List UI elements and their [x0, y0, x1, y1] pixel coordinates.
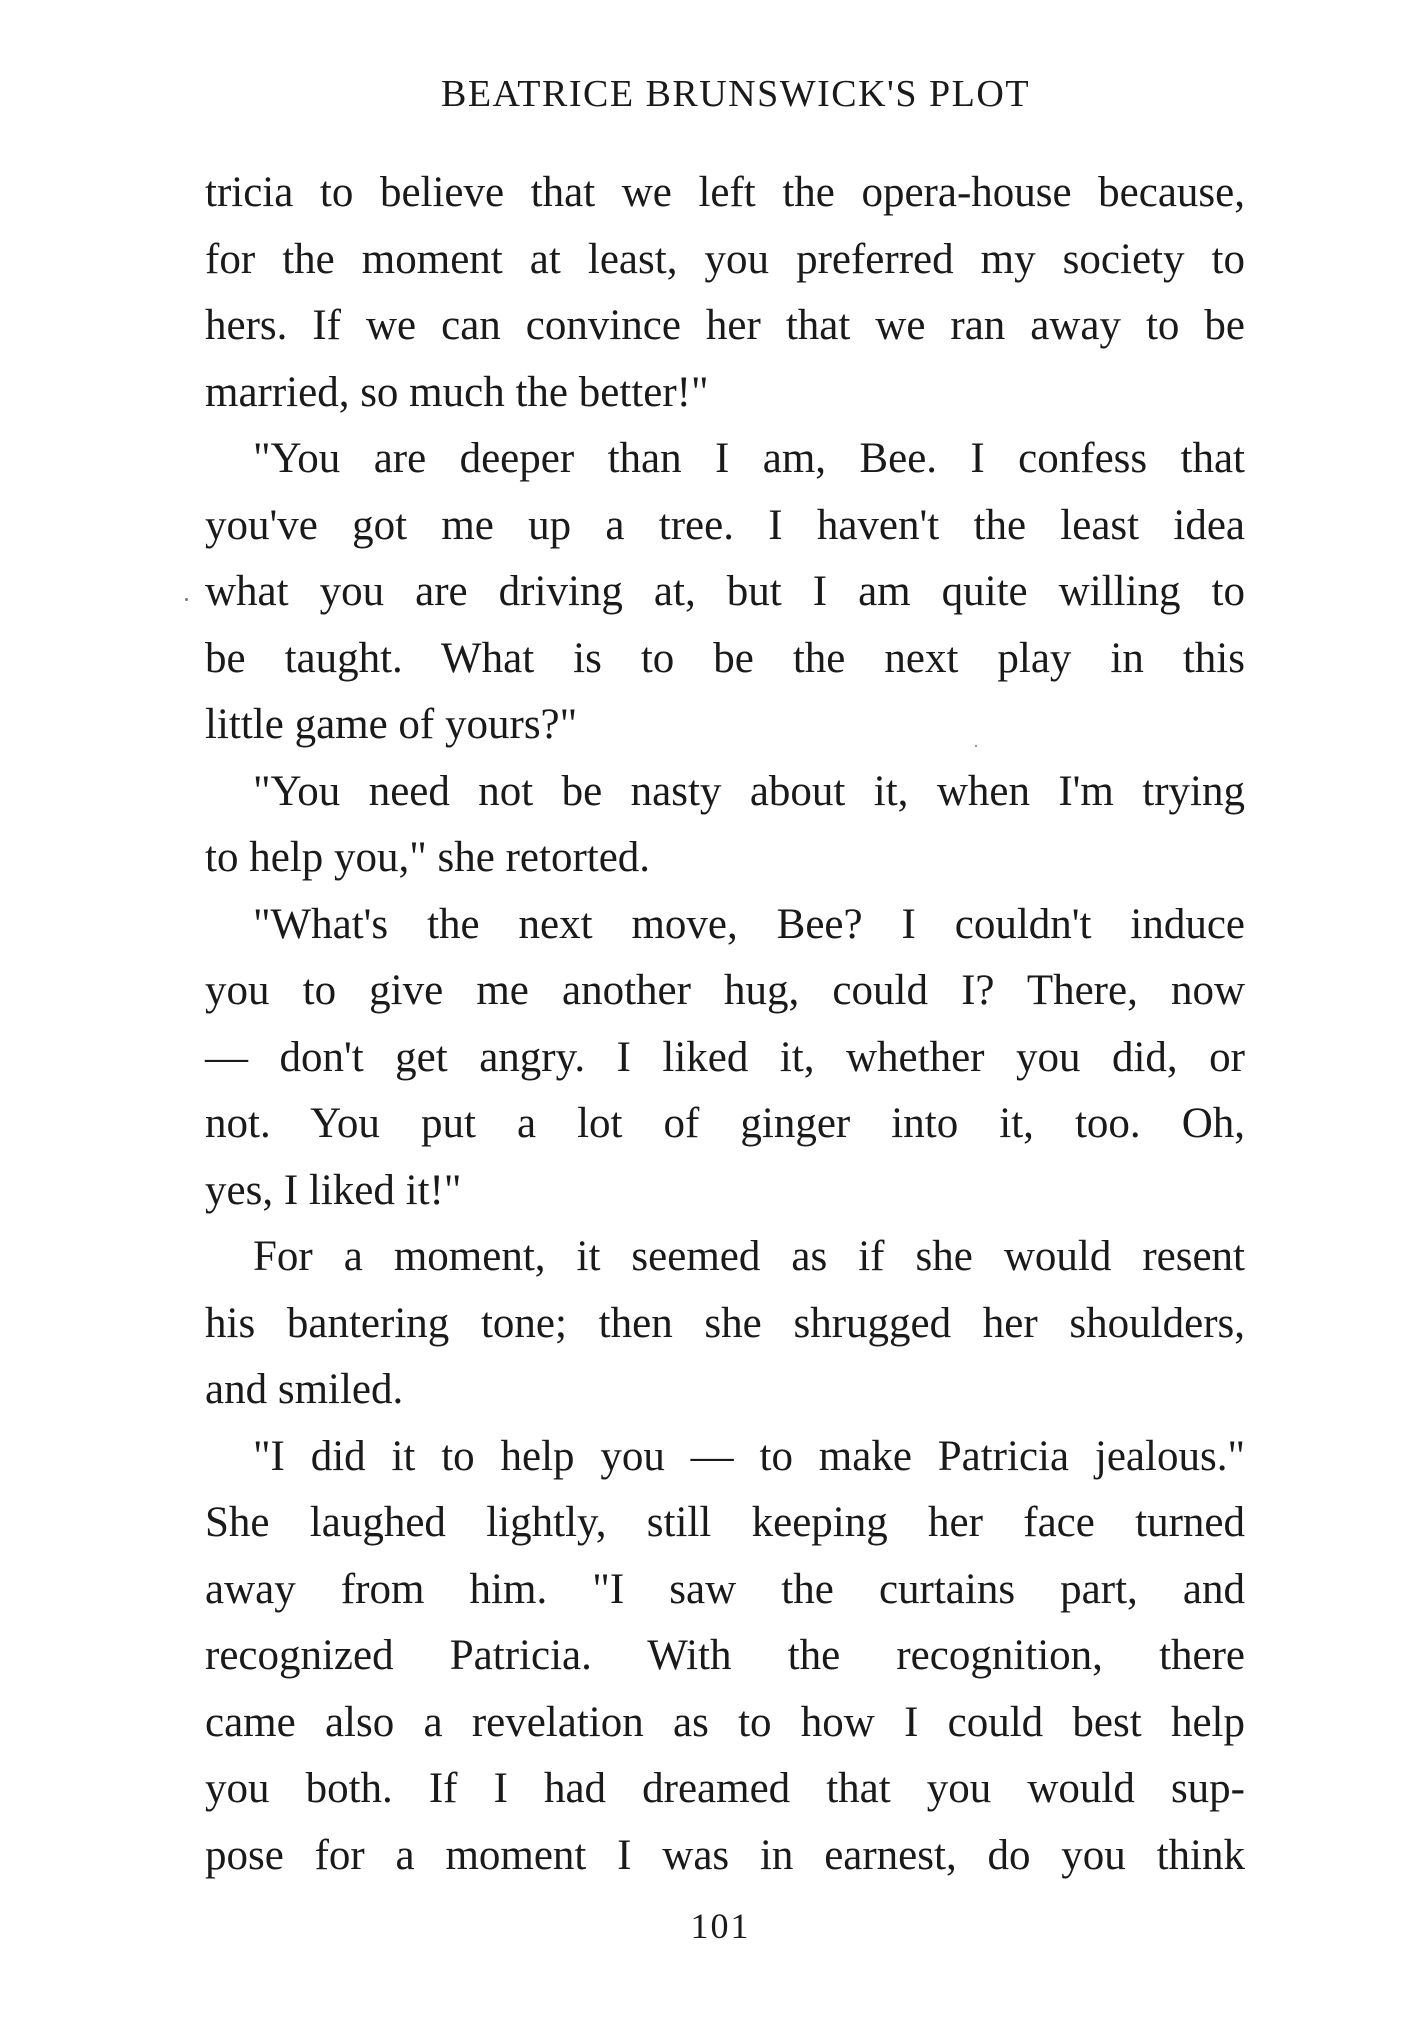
text-line: tricia to believe that we left the opera-house because,	[205, 169, 1245, 216]
text-line: — don't get angry. I liked it, whether you did, or	[205, 1033, 1245, 1081]
text-line: not. You put a lot of ginger into it, too. Oh,	[205, 1100, 1245, 1147]
text-line: married, so much the better!"	[205, 368, 709, 416]
paper-speck	[185, 598, 188, 601]
text-line: little game of yours?"	[205, 701, 578, 748]
page-number: 101	[690, 1906, 751, 1946]
text-line: be taught. What is to be the next play in this	[205, 634, 1245, 682]
text-line: recognized Patricia. With the recognition, there	[205, 1632, 1245, 1679]
text-line: "You are deeper than I am, Bee. I confess that	[253, 435, 1245, 482]
text-line: away from him. "I saw the curtains part, and	[205, 1565, 1245, 1613]
text-line: his bantering tone; then she shrugged her shoulders,	[205, 1299, 1245, 1347]
text-line: you both. If I had dreamed that you would sup-	[205, 1765, 1245, 1812]
text-line: pose for a moment I was in earnest, do you think	[205, 1831, 1245, 1879]
text-line: what you are driving at, but I am quite willing to	[205, 568, 1245, 615]
text-line: "I did it to help you — to make Patricia jealous."	[253, 1432, 1245, 1480]
text-line: to help you," she retorted.	[205, 834, 651, 881]
text-line: you've got me up a tree. I haven't the least idea	[205, 501, 1245, 549]
body-text	[205, 160, 1245, 1889]
text-line: "You need not be nasty about it, when I'm trying	[253, 767, 1245, 815]
text-line: For a moment, it seemed as if she would resent	[253, 1233, 1245, 1280]
text-line: She laughed lightly, still keeping her face turned	[205, 1499, 1245, 1546]
text-line: "What's the next move, Bee? I couldn't induce	[253, 900, 1245, 948]
text-line: you to give me another hug, could I? There, now	[205, 967, 1245, 1014]
text-line: hers. If we can convince her that we ran away to be	[205, 302, 1245, 349]
text-line: yes, I liked it!"	[205, 1166, 462, 1214]
running-head: BEATRICE BRUNSWICK'S PLOT	[440, 73, 1031, 115]
paper-speck	[975, 745, 977, 747]
text-line: and smiled.	[205, 1366, 404, 1413]
text-line: came also a revelation as to how I could best help	[205, 1698, 1245, 1746]
text-line: for the moment at least, you preferred my society to	[205, 235, 1245, 283]
